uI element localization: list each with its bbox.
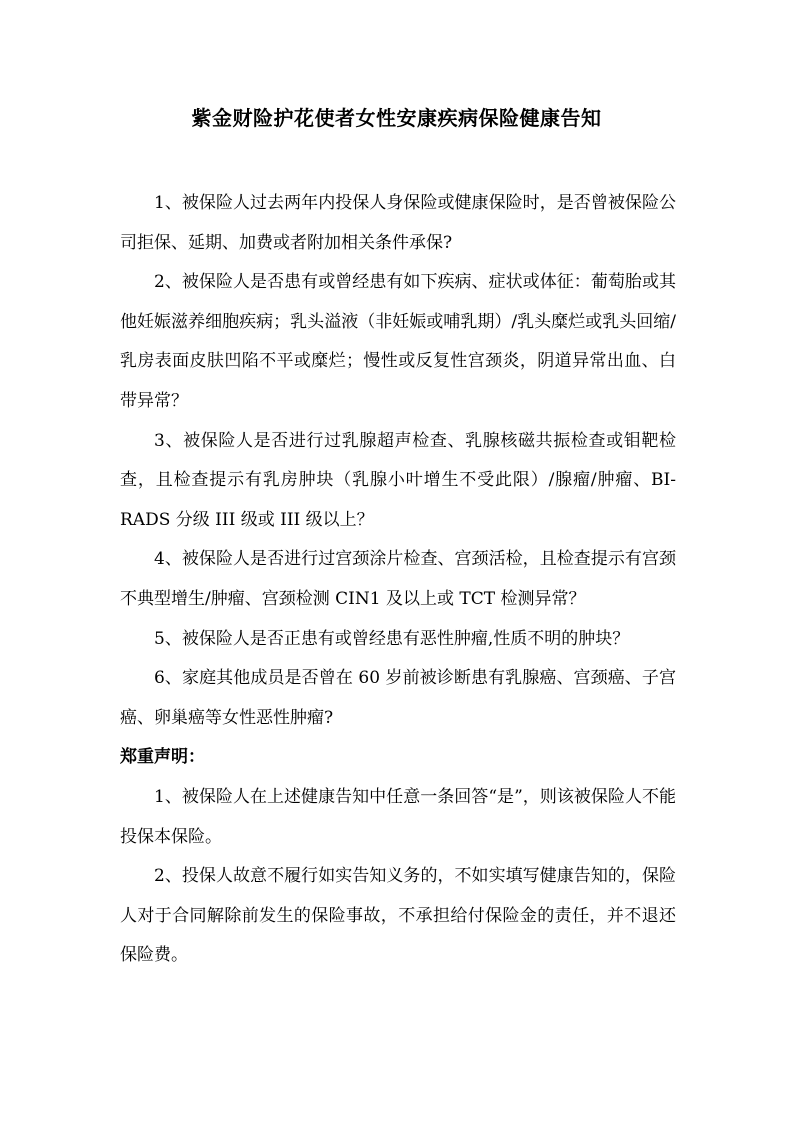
declaration-2: 2、投保人故意不履行如实告知义务的，不如实填写健康告知的，保险人对于合同解除前发生的保险事故，不承担给付保险金的责任，并不退还保险费。 xyxy=(120,866,676,966)
question-4: 4、被保险人是否进行过宫颈涂片检查、宫颈活检，且检查提示有宫颈不典型增生/肿瘤、宫颈检测 CIN1 及以上或 TCT 检测异常？ xyxy=(120,549,676,609)
question-3: 3、被保险人是否进行过乳腺超声检查、乳腺核磁共振检查或钼靶检查，且检查提示有乳房肿块（乳腺小叶增生不受此限）/腺瘤/肿瘤、BI-RADS 分级 III 级或 III 级以上？ xyxy=(120,430,676,530)
question-6: 6、家庭其他成员是否曾在 60 岁前被诊断患有乳腺癌、宫颈癌、子宫癌、卵巢癌等女性恶性肿瘤? xyxy=(120,668,676,728)
question-5: 5、被保险人是否正患有或曾经患有恶性肿瘤,性质不明的肿块？ xyxy=(154,628,630,649)
question-2: 2、被保险人是否患有或曾经患有如下疾病、症状或体征：葡萄胎或其他妊娠滋养细胞疾病；乳头溢液（非妊娠或哺乳期）/乳头糜烂或乳头回缩/乳房表面皮肤凹陷不平或糜烂；慢性或反复性宫颈炎，阴道异常出血、白带异常？ xyxy=(120,272,676,411)
declaration-1: 1、被保险人在上述健康告知中任意一条回答“是”，则该被保险人不能投保本保险。 xyxy=(120,786,676,847)
declaration-heading: 郑重声明： xyxy=(120,747,205,768)
document-title: 紫金财险护花使者女性安康疾病保险健康告知 xyxy=(191,106,602,130)
document-body xyxy=(120,184,676,976)
question-1: 1、被保险人过去两年内投保人身保险或健康保险时，是否曾被保险公司拒保、延期、加费或者附加相关条件承保? xyxy=(120,193,676,253)
